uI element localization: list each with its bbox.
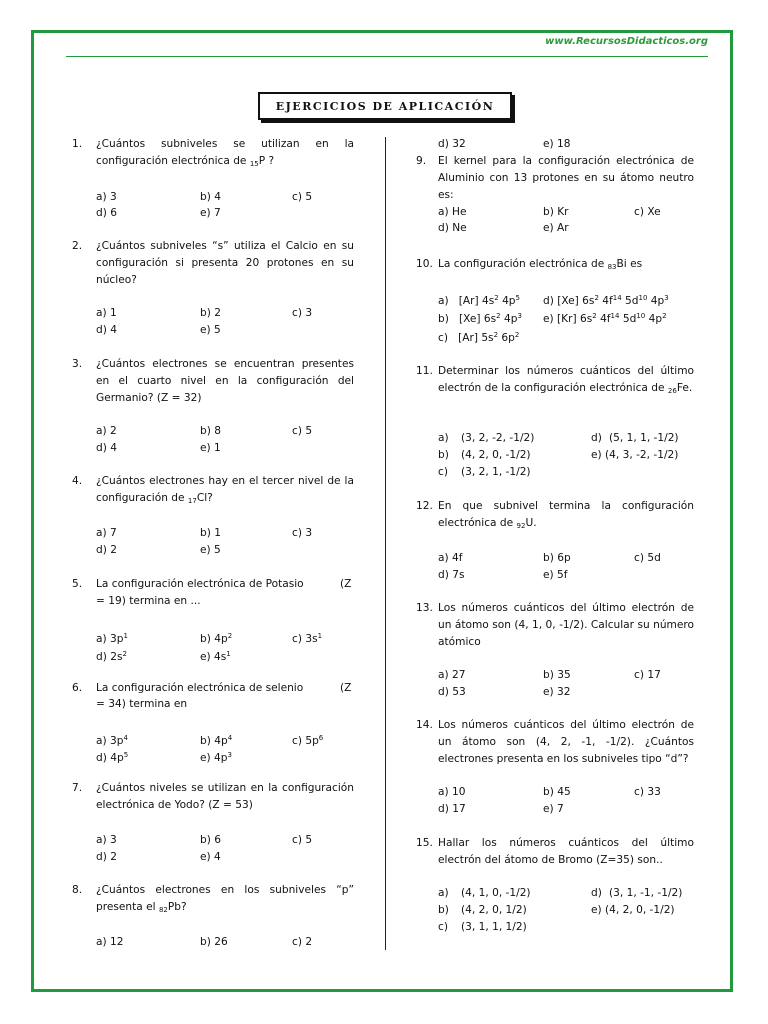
option-e-value: (4, 2, 0, -1/2) <box>605 904 675 916</box>
header-rule <box>66 56 708 57</box>
option-c: c) 3 <box>292 307 313 319</box>
question-number: 8. <box>72 884 83 896</box>
question-number: 3. <box>72 358 83 370</box>
question-text: ¿Cuántos subniveles “s” utiliza el Calcio en su configuración si presenta 20 protones en su núcleo? <box>96 240 354 286</box>
option-d-value: (3, 1, -1, -1/2) <box>609 887 683 899</box>
option-c: c) $5p^6$ <box>292 734 324 747</box>
option-e-value: (4, 3, -2, -1/2) <box>605 449 679 461</box>
question-text: ¿Cuántos electrones se encuentran presentes en el cuarto nivel en la configuración del Germanio? (Z = 32) <box>96 358 354 404</box>
question-text: ¿Cuántos electrones en los subniveles “p” presenta el $_{82}$Pb? <box>96 884 354 914</box>
option-e: e) $4p^3$ <box>200 751 232 764</box>
question-text: ¿Cuántos subniveles se utilizan en la configuración electrónica de $_{15}$P ? <box>96 138 354 168</box>
option-e: e) Ar <box>543 222 569 234</box>
option-a: a) 3 <box>96 191 117 203</box>
option-a: a) 4f <box>438 552 463 564</box>
option-d: d) <box>591 432 602 444</box>
question-text: El kernel para la configuración electrónica de Aluminio con 13 protones en su átomo neutro es: <box>438 155 694 201</box>
question-text-line2: = 19) termina en ... <box>96 595 201 607</box>
option-b: b) 1 <box>200 527 221 539</box>
option-d-value: (5, 1, 1, -1/2) <box>609 432 679 444</box>
question-text-end: (Z <box>340 578 352 590</box>
option-a-value: (4, 1, 0, -1/2) <box>461 887 531 899</box>
option-c: c) [Ar] $5s^2$ $6p^2$ <box>438 331 520 344</box>
option-e: e) <box>591 449 602 461</box>
option-c-value: (3, 2, 1, -1/2) <box>461 466 531 478</box>
option-e: e) 32 <box>543 686 571 698</box>
option-b: b) <box>438 904 449 916</box>
option-d: d) <box>591 887 602 899</box>
question-text: La configuración electrónica de Potasio <box>96 578 304 590</box>
option-b-value: (4, 2, 0, 1/2) <box>461 904 527 916</box>
option-e: e) 5 <box>200 544 221 556</box>
option-a: a) $3p^4$ <box>96 734 128 747</box>
option-b: b) <box>438 449 449 461</box>
option-c: c) Xe <box>634 206 661 218</box>
option-c: c) 2 <box>292 936 313 948</box>
page-title: EJERCICIOS DE APLICACIÓN <box>258 92 512 120</box>
question-number: 11. <box>416 365 433 377</box>
option-b: b) 2 <box>200 307 221 319</box>
option-e: e) 4 <box>200 851 221 863</box>
option-c: c) 33 <box>634 786 661 798</box>
option-a: a) 7 <box>96 527 117 539</box>
question-number: 4. <box>72 475 83 487</box>
site-url: www.RecursosDidacticos.org <box>545 36 708 47</box>
question-number: 13. <box>416 602 433 614</box>
option-b-value: (4, 2, 0, -1/2) <box>461 449 531 461</box>
question-number: 9. <box>416 155 427 167</box>
option-a: a) 2 <box>96 425 117 437</box>
option-c: c) 5 <box>292 834 313 846</box>
option-a: a) 12 <box>96 936 124 948</box>
option-b: b) 35 <box>543 669 571 681</box>
option-e: e) 7 <box>200 207 221 219</box>
question-number: 10. <box>416 258 433 270</box>
option-d: d) 2 <box>96 851 117 863</box>
option-b: b) 4 <box>200 191 221 203</box>
q8-option-d: d) 32 <box>438 138 466 150</box>
option-b: b) 6 <box>200 834 221 846</box>
option-c: c) 3 <box>292 527 313 539</box>
option-a: a) 1 <box>96 307 117 319</box>
option-a: a) 27 <box>438 669 466 681</box>
option-c: c) $3s^1$ <box>292 632 323 645</box>
question-number: 2. <box>72 240 83 252</box>
question-text: Determinar los números cuánticos del último electrón de la configuración electrónica de $_{26}$Fe. <box>438 365 694 395</box>
option-a: a) 3 <box>96 834 117 846</box>
option-d: d) 2 <box>96 544 117 556</box>
option-c: c) 5d <box>634 552 661 564</box>
option-c: c) 17 <box>634 669 661 681</box>
option-a: a) $3p^1$ <box>96 632 128 645</box>
option-d: d) [Xe] $6s^2$ $4f^{14}$ $5d^{10}$ $4p^3$ <box>543 294 669 307</box>
question-text: La configuración electrónica de $_{83}$Bi es <box>438 258 643 271</box>
option-d: d) 53 <box>438 686 466 698</box>
option-d: d) Ne <box>438 222 467 234</box>
option-c: c) 5 <box>292 191 313 203</box>
option-e: e) [Kr] $6s^2$ $4f^{14}$ $5d^{10}$ $4p^2$ <box>543 312 667 325</box>
option-b: b) $4p^2$ <box>200 632 233 645</box>
question-text: ¿Cuántos niveles se utilizan en la configuración electrónica de Yodo? (Z = 53) <box>96 782 354 811</box>
question-text-end: (Z <box>340 682 352 694</box>
option-a-value: (3, 2, -2, -1/2) <box>461 432 535 444</box>
question-number: 1. <box>72 138 83 150</box>
option-a: a) <box>438 887 449 899</box>
option-c: c) <box>438 466 448 478</box>
option-b: b) Kr <box>543 206 569 218</box>
option-a: a) <box>438 432 449 444</box>
question-number: 5. <box>72 578 83 590</box>
option-e: e) 5 <box>200 324 221 336</box>
question-text: La configuración electrónica de selenio <box>96 682 304 694</box>
option-a: a) [Ar] $4s^2$ $4p^5$ <box>438 294 521 307</box>
option-d: d) 17 <box>438 803 466 815</box>
option-c: c) <box>438 921 448 933</box>
question-text: ¿Cuántos electrones hay en el tercer nivel de la configuración de $_{17}$Cl? <box>96 475 354 505</box>
question-text-line2: = 34) termina en <box>96 698 188 710</box>
option-a: a) He <box>438 206 467 218</box>
option-c-value: (3, 1, 1, 1/2) <box>461 921 527 933</box>
option-a: a) 10 <box>438 786 466 798</box>
question-text: Los números cuánticos del último electrón de un átomo son (4, 2, -1, -1/2). ¿Cuántos electrones presenta en los subniveles tipo “d”? <box>438 719 694 765</box>
option-e: e) $4s^1$ <box>200 650 231 663</box>
option-b: b) 45 <box>543 786 571 798</box>
option-c: c) 5 <box>292 425 313 437</box>
option-e: e) <box>591 904 602 916</box>
question-text: En que subnivel termina la configuración electrónica de $_{92}$U. <box>438 500 694 530</box>
question-text: Hallar los números cuánticos del último electrón del átomo de Bromo (Z=35) son.. <box>438 837 694 866</box>
question-number: 7. <box>72 782 83 794</box>
question-number: 6. <box>72 682 83 694</box>
option-b: b) 6p <box>543 552 571 564</box>
option-b: b) $4p^4$ <box>200 734 233 747</box>
option-b: b) 8 <box>200 425 221 437</box>
option-e: e) 7 <box>543 803 564 815</box>
q8-option-e: e) 18 <box>543 138 571 150</box>
option-d: d) $2s^2$ <box>96 650 127 663</box>
option-d: d) 4 <box>96 324 117 336</box>
option-b: b) [Xe] $6s^2$ $4p^3$ <box>438 312 522 325</box>
option-d: d) 4 <box>96 442 117 454</box>
column-divider <box>385 137 386 950</box>
question-number: 12. <box>416 500 433 512</box>
option-d: d) $4p^5$ <box>96 751 129 764</box>
option-b: b) 26 <box>200 936 228 948</box>
question-text: Los números cuánticos del último electrón de un átomo son (4, 1, 0, -1/2). Calcular su número atómico <box>438 602 694 648</box>
question-number: 14. <box>416 719 433 731</box>
question-number: 15. <box>416 837 433 849</box>
option-d: d) 7s <box>438 569 465 581</box>
option-d: d) 6 <box>96 207 117 219</box>
option-e: e) 5f <box>543 569 568 581</box>
option-e: e) 1 <box>200 442 221 454</box>
